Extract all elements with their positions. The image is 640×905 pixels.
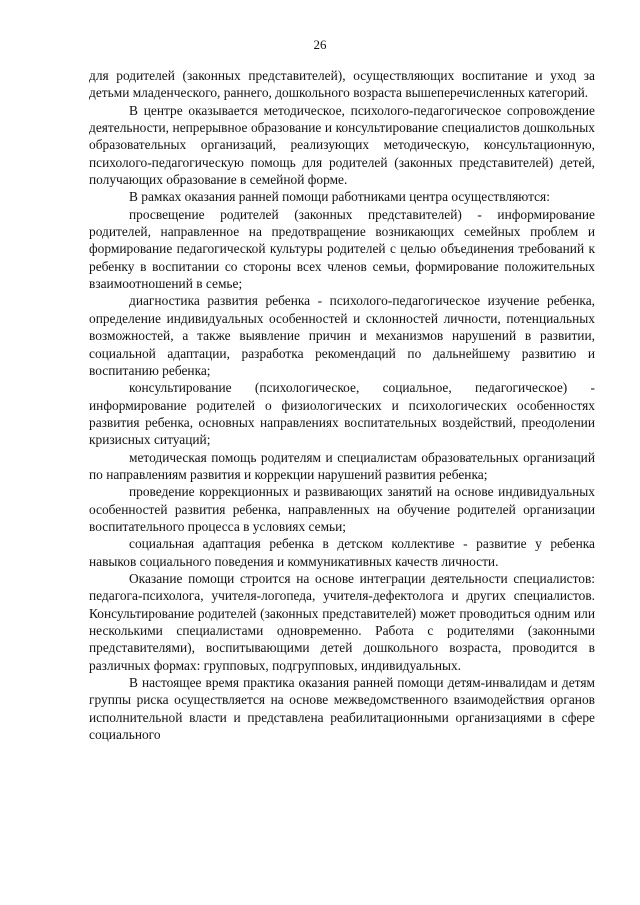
list-item-diagnostics: диагностика развития ребенка - психолого-педагогическое изучение ребенка, определение индивидуальных особенностей и склонностей личности, потенциальных возможностей, а также выявление причин и механизмов нарушений в развитии, социальной адаптации, разработка рекомендаций по дальнейшему развитию и воспитанию ребенка; — [89, 293, 595, 378]
paragraph-center-support: В центре оказывается методическое, психолого-педагогическое сопровождение деятельности, непрерывное образование и консультирование специалистов дошкольных образовательных организаций, реализующих методическую, консультационную, психолого-педагогическую помощь для родителей (законных представителей) детей, получающих образование в семейной форме. — [89, 102, 595, 188]
list-item-social-adaptation: социальная адаптация ребенка в детском коллективе - развитие у ребенка навыков социального поведения и коммуникативных качеств личности. — [89, 536, 595, 569]
list-item-correctional-classes: проведение коррекционных и развивающих занятий на основе индивидуальных особенностей развития ребенка, направленных на обучение родителей организации воспитательного процесса в условиях семьи; — [89, 484, 595, 534]
document-body — [89, 67, 595, 743]
paragraph-current-practice: В настоящее время практика оказания ранней помощи детям-инвалидам и детям группы риска осуществляется на основе межведомственного взаимодействия органов исполнительной власти и представлена реабилитационными организациями в сфере социального — [89, 675, 595, 743]
paragraph-continuation: для родителей (законных представителей), осуществляющих воспитание и уход за детьми младенческого, раннего, дошкольного возраста вышеперечисленных категорий. — [89, 68, 595, 101]
list-item-education: просвещение родителей (законных представителей) - информирование родителей, направленное на предотвращение возникающих семейных проблем и формирование педагогической культуры родителей с целью объединения требований к ребенку в воспитании со стороны всех членов семьи, формирование положительных взаимоотношений в семье; — [89, 206, 595, 292]
list-item-consulting: консультирование (психологическое, социальное, педагогическое) - информирование родителей о физиологических и психологических особенностях развития ребенка, основных направлениях воспитательных воздействий, преодолении кризисных ситуаций; — [89, 380, 595, 448]
paragraph-early-help-intro: В рамках оказания ранней помощи работниками центра осуществляются: — [129, 189, 550, 205]
list-item-methodical-help: методическая помощь родителям и специалистам образовательных организаций по направлениям развития и коррекции нарушений развития ребенка; — [89, 449, 595, 482]
paragraph-specialists-integration: Оказание помощи строится на основе интеграции деятельности специалистов: педагога-психолога, учителя-логопеда, учителя-дефектолога и других специалистов. Консультирование родителей (законных представителей) может проводиться одним или несколькими специалистами одновременно. Работа с родителями (законными представителями), воспитывающими детей дошкольного возраста, проводится в различных формах: групповых, подгрупповых, индивидуальных. — [89, 570, 595, 673]
page-number: 26 — [313, 37, 327, 52]
